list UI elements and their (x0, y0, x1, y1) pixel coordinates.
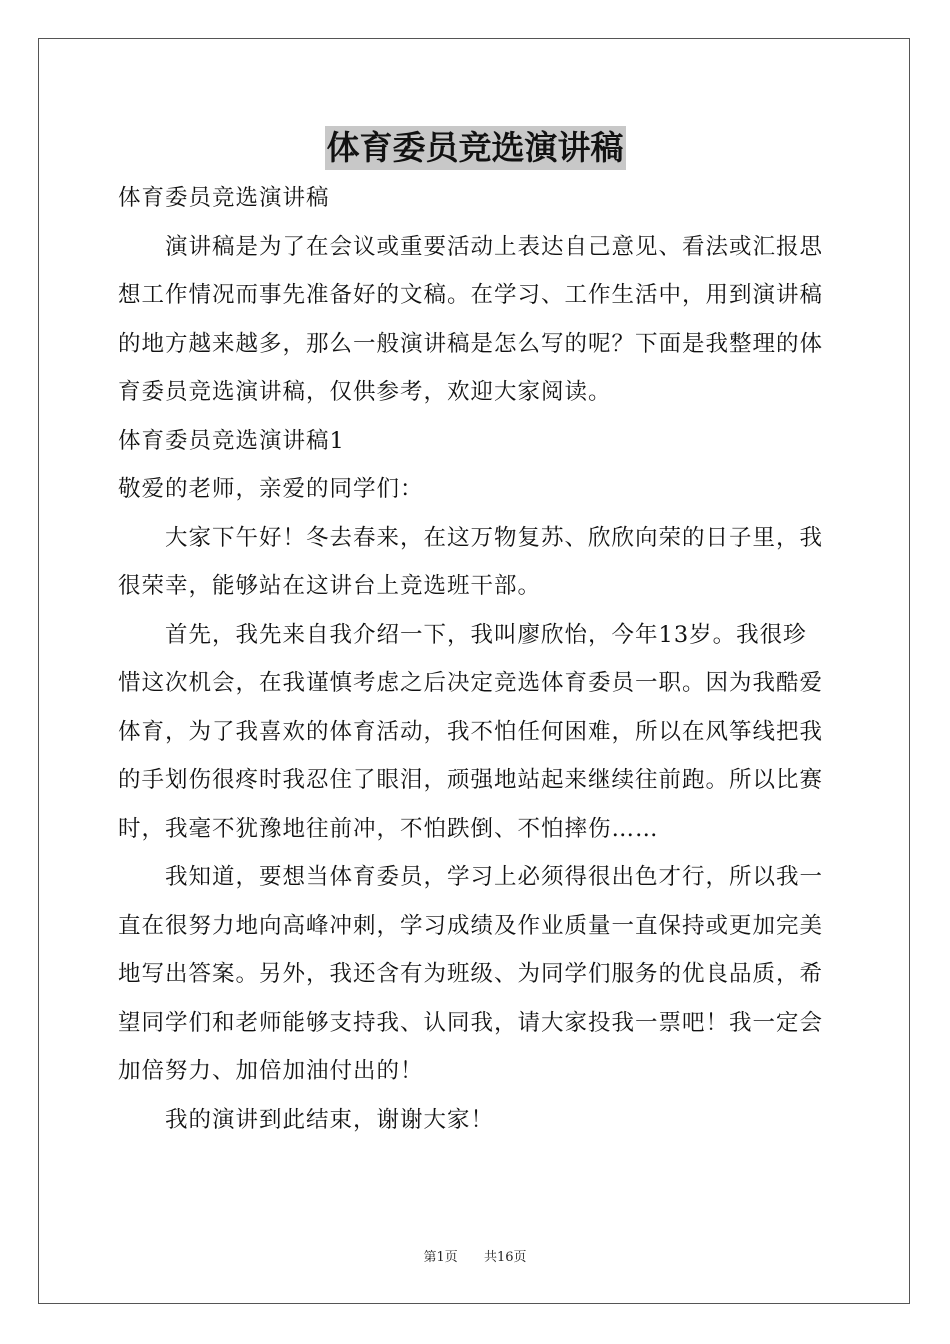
text-line: 体育委员竞选演讲稿1 (118, 427, 345, 454)
text-line: 地写出答案。另外，我还含有为班级、为同学们服务的优良品质，希 (118, 961, 824, 987)
text-line: 育委员竞选演讲稿，仅供参考，欢迎大家阅读。 (118, 379, 612, 405)
title-container (0, 126, 950, 170)
document-body (118, 174, 834, 1144)
text-line: 想工作情况而事先准备好的文稿。在学习、工作生活中，用到演讲稿 (118, 282, 824, 308)
text-line: 时，我毫不犹豫地往前冲，不怕跌倒、不怕摔伤…… (118, 815, 659, 842)
text-line: 首先，我先来自我介绍一下，我叫廖欣怡，今年13岁。我很珍 (165, 621, 807, 648)
page-number: 第1页 (423, 1250, 458, 1265)
text-line: 我的演讲到此结束，谢谢大家！ (165, 1106, 495, 1133)
page-footer (0, 1246, 950, 1265)
page-total: 共16页 (484, 1250, 527, 1265)
text-line: 大家下午好！冬去春来，在这万物复苏、欣欣向荣的日子里，我 (165, 524, 824, 551)
text-line: 的手划伤很疼时我忍住了眼泪，顽强地站起来继续往前跑。所以比赛 (118, 767, 824, 793)
document-title: 体育委员竞选演讲稿 (325, 126, 626, 170)
text-line: 我知道，要想当体育委员，学习上必须得很出色才行，所以我一 (165, 864, 824, 890)
text-line: 望同学们和老师能够支持我、认同我，请大家投我一票吧！我一定会 (118, 1009, 824, 1036)
text-line: 演讲稿是为了在会议或重要活动上表达自己意见、看法或汇报思 (165, 233, 824, 260)
text-line: 加倍努力、加倍加油付出的！ (118, 1058, 424, 1084)
text-line: 体育委员竞选演讲稿 (118, 185, 330, 211)
text-line: 敬爱的老师，亲爱的同学们： (118, 476, 424, 502)
text-line: 惜这次机会，在我谨慎考虑之后决定竞选体育委员一职。因为我酷爱 (118, 670, 824, 696)
text-line: 的地方越来越多，那么一般演讲稿是怎么写的呢？下面是我整理的体 (118, 330, 824, 357)
text-line: 体育，为了我喜欢的体育活动，我不怕任何困难，所以在风筝线把我 (118, 718, 824, 745)
text-line: 直在很努力地向高峰冲刺，学习成绩及作业质量一直保持或更加完美 (118, 912, 824, 939)
text-line: 很荣幸，能够站在这讲台上竞选班干部。 (118, 573, 542, 599)
